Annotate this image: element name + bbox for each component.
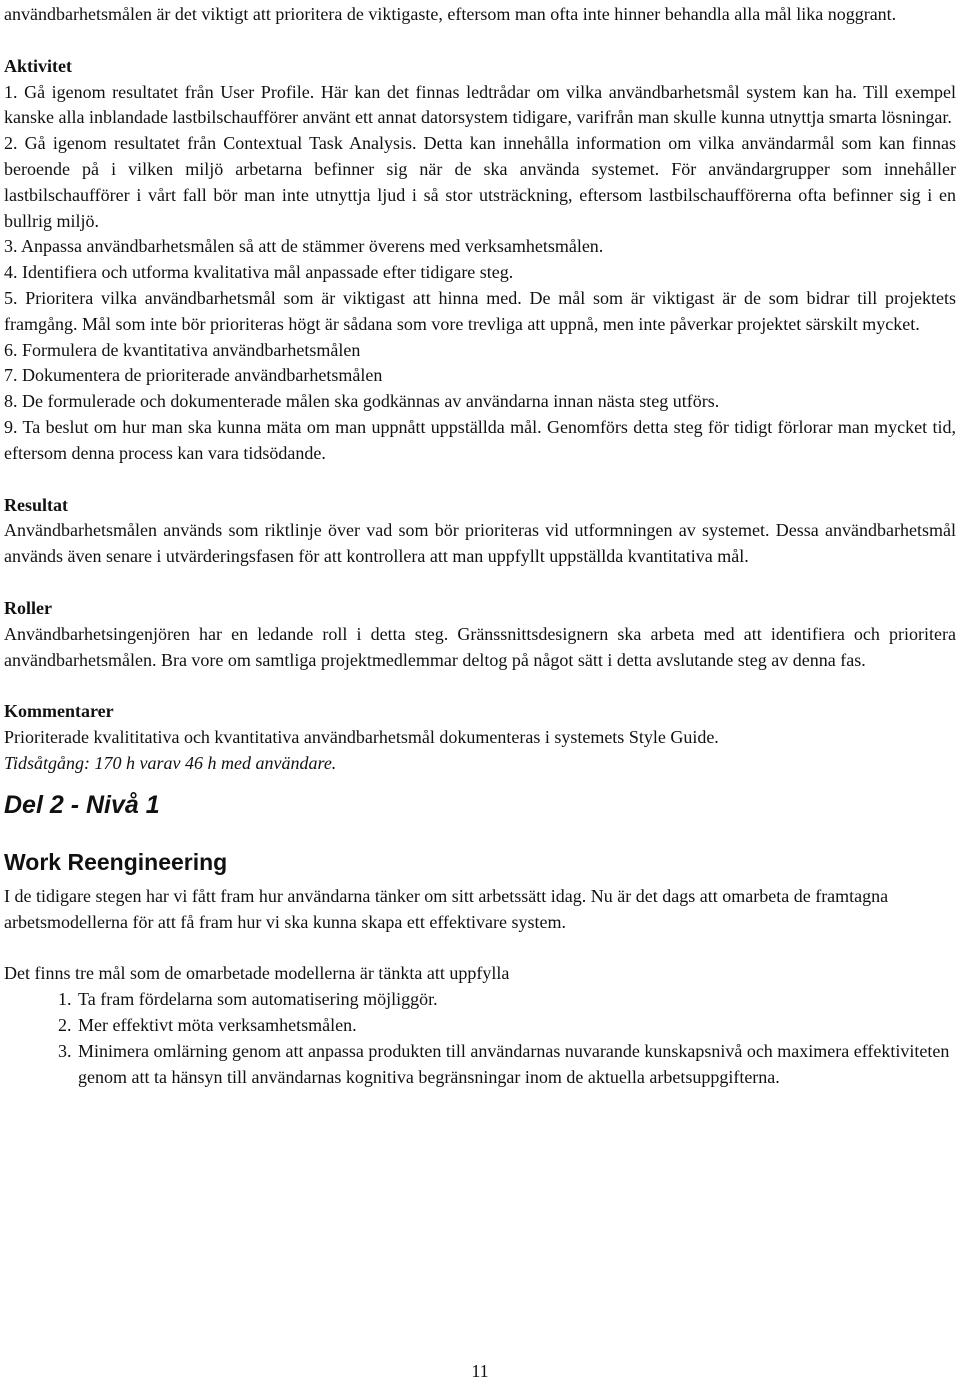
step-7: 7. Dokumentera de prioriterade användbarhetsmålen bbox=[4, 365, 383, 386]
goal-item: 2. Mer effektivt möta verksamhetsmålen. bbox=[76, 1013, 956, 1039]
del2-paragraph-1: I de tidigare stegen har vi fått fram hur användarna tänker om sitt arbetssätt idag. Nu är det dags att omarbeta de framtagna arbetsmodellerna för att få fram hur vi ska kunna skapa ett effektivare system. bbox=[4, 885, 889, 932]
goals-list bbox=[4, 987, 956, 1090]
section-title: Del 2 - Nivå 1 bbox=[4, 790, 160, 819]
time-estimate: Tidsåtgång: 170 h varav 46 h med användare. bbox=[4, 752, 337, 773]
aktivitet-heading: Aktivitet bbox=[4, 55, 72, 76]
resultat-paragraph: Användbarhetsmålen används som riktlinje över vad som bör prioriteras vid utformningen av systemet. Dessa användbarhetsmål används även senare i utvärderingsfasen för att kontrollera att man uppfyllt uppställda kvantitativa mål. bbox=[4, 520, 956, 567]
goal-item: 1. Ta fram fördelarna som automatisering möjliggör. bbox=[76, 987, 956, 1013]
del2-paragraph-2: Det finns tre mål som de omarbetade modellerna är tänkta att uppfylla bbox=[4, 963, 510, 984]
spacer bbox=[4, 28, 956, 54]
step-4: 4. Identifiera och utforma kvalitativa mål anpassade efter tidigare steg. bbox=[4, 262, 514, 283]
step-1: 1. Gå igenom resultatet från User Profile. Här kan det finnas ledtrådar om vilka användbarhetsmål system kan ha. Till exempel kanske alla inblandade lastbilschaufförer använt ett annat datorsystem tidigare, varifrån man skulle kunna utnyttja smarta lösningar. bbox=[4, 81, 956, 128]
page-number: 11 bbox=[471, 1361, 489, 1381]
step-3: 3. Anpassa användbarhetsmålen så att de stämmer överens med verksamhetsmålen. bbox=[4, 236, 604, 257]
roller-paragraph: Användbarhetsingenjören har en ledande roll i detta steg. Gränssnittsdesignern ska arbeta med att identifiera och prioritera användbarhetsmålen. Bra vore om samtliga projektmedlemmar deltog på något sätt i detta avslutande steg av denna fas. bbox=[4, 623, 956, 670]
goal-item: 3. Minimera omlärning genom att anpassa produkten till användarnas nuvarande kunskapsnivå och maximera effektiviteten genom att ta hänsyn till användarnas kognitiva begränsningar inom de aktuella arbetsuppgifterna. bbox=[76, 1039, 956, 1091]
step-9: 9. Ta beslut om hur man ska kunna mäta om man uppnått uppställda mål. Genomförs detta steg för tidigt förlorar man mycket tid, eftersom denna process kan vara tidsödande. bbox=[4, 416, 956, 463]
document-page bbox=[4, 2, 956, 1090]
step-8: 8. De formulerade och dokumenterade målen ska godkännas av användarna innan nästa steg utförs. bbox=[4, 391, 720, 412]
roller-heading: Roller bbox=[4, 597, 52, 618]
section-subtitle: Work Reengineering bbox=[4, 848, 228, 875]
spacer bbox=[4, 467, 956, 493]
resultat-heading: Resultat bbox=[4, 494, 68, 515]
intro-paragraph: användbarhetsmålen är det viktigt att prioritera de viktigaste, eftersom man ofta inte hinner behandla alla mål lika noggrant. bbox=[4, 4, 897, 24]
spacer bbox=[4, 673, 956, 699]
step-6: 6. Formulera de kvantitativa användbarhetsmålen bbox=[4, 339, 361, 360]
kommentarer-paragraph: Prioriterade kvalititativa och kvantitativa användbarhetsmål dokumenteras i systemets Style Guide. bbox=[4, 727, 719, 748]
kommentarer-heading: Kommentarer bbox=[4, 701, 114, 722]
step-2: 2. Gå igenom resultatet från Contextual Task Analysis. Detta kan innehålla information om vilka användarmål som kan finnas beroende på i vilken miljö arbetarna befinner sig när de ska använda systemet. För användargrupper som innehåller lastbilschaufförer i vårt fall bör man inte utnyttja ljud i så stor utsträckning, eftersom lastbilschaufförerna ofta befinner sig i en bullrig miljö. bbox=[4, 133, 956, 231]
spacer bbox=[4, 570, 956, 596]
spacer bbox=[4, 935, 956, 961]
step-5: 5. Prioritera vilka användbarhetsmål som är viktigast att hinna med. De mål som är viktigast är de som bidrar till projektets framgång. Mål som inte bör prioriteras högt är sådana som vore trevliga att uppnå, men inte påverkar projektet särskilt mycket. bbox=[4, 287, 956, 334]
